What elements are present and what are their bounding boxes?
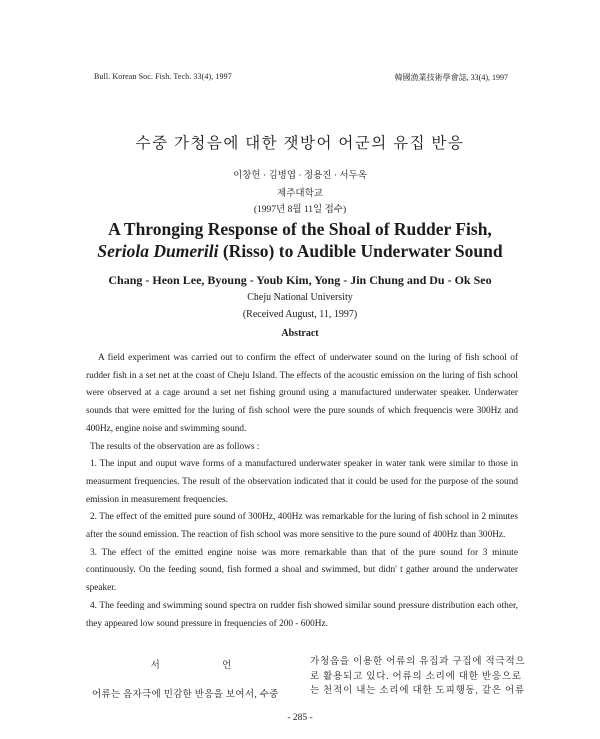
body-text-line: 어류는 음자극에 민감한 반응을 보여서, 수중	[92, 690, 279, 700]
abstract-body	[86, 350, 518, 633]
abstract-heading: Abstract	[281, 328, 319, 339]
english-affiliation: Cheju National University	[247, 292, 353, 303]
english-title-line2	[0, 241, 600, 262]
section-heading-introduction: 서 언	[150, 661, 262, 671]
journal-header-korean: 韓國漁業技術學會誌, 33(4), 1997	[394, 73, 508, 82]
body-text-line: 가청음을 이용한 어류의 유집과 구집에 적극적으	[310, 657, 526, 667]
species-name: Seriola Dumerili	[97, 241, 219, 261]
korean-affiliation: 제주대학교	[277, 189, 323, 199]
journal-header-english: Bull. Korean Soc. Fish. Tech. 33(4), 1997	[94, 72, 232, 81]
body-text-line: 는 천적이 내는 소리에 대한 도피행동, 같은 어류	[310, 686, 525, 696]
abstract-result-2: 2. The effect of the emitted pure sound of 300Hz, 400Hz was remarkable for the luring of fish school in 2 minutes after the sound emission. The reaction of fish school was more sensitive to the pure sound of 400Hz than 300Hz.	[86, 512, 518, 541]
english-received-date: (Received August, 11, 1997)	[242, 309, 358, 320]
abstract-paragraph-1: A field experiment was carried out to confirm the effect of underwater sound on the luring of fish school of rudder fish in a set net at the coast of Cheju Island. The effects of the acoustic emission on the luring of fish school were observed at a cage around a set net fishing ground using a manufactured underwater speaker. Underwater sounds that were emitted for the luring of fish school were the pure sounds of which frequencis were 300Hz and 400Hz, engine noise and swimming sound.	[86, 353, 518, 434]
abstract-result-1: 1. The input and ouput wave forms of a manufactured underwater speaker in water tank were similar to those in measurment frequencies. The result of the observation indicated that it could be used for the purpose of the sound emission in measurement frequencies.	[86, 459, 518, 505]
abstract-paragraph-2: The results of the observation are as follows :	[90, 441, 260, 452]
abstract-result-4: 4. The feeding and swimming sound spectra on rudder fish showed similar sound pressure distribution each other, they appeared low sound pressure in frequencies of 200 - 600Hz.	[86, 600, 518, 629]
english-title-line1: A Thronging Response of the Shoal of Rudder Fish,	[108, 219, 492, 239]
body-text-line: 로 활용되고 있다. 어류의 소리에 대한 반응으로	[310, 671, 522, 682]
body-left-column	[86, 657, 296, 700]
body-right-column	[310, 655, 526, 699]
english-title-line2-rest: (Risso) to Audible Underwater Sound	[218, 241, 503, 261]
page-number: - 285 -	[287, 713, 313, 723]
korean-authors: 이창헌 · 김병엽 · 정용진 · 서두옥	[233, 171, 367, 181]
korean-title: 수중 가청음에 대한 잿방어 어군의 유집 반응	[135, 135, 465, 152]
korean-received-date: (1997년 8월 11일 접수)	[253, 205, 347, 215]
english-authors: Chang - Heon Lee, Byoung - Youb Kim, Yong - Jin Chung and Du - Ok Seo	[108, 273, 492, 287]
abstract-result-3: 3. The effect of the emitted engine noise was more remarkable than that of the pure sound for 3 minute continuously. On the feeding sound, fish formed a shoal and swimmed, but didn' t gather around the underwater speaker.	[86, 547, 518, 594]
